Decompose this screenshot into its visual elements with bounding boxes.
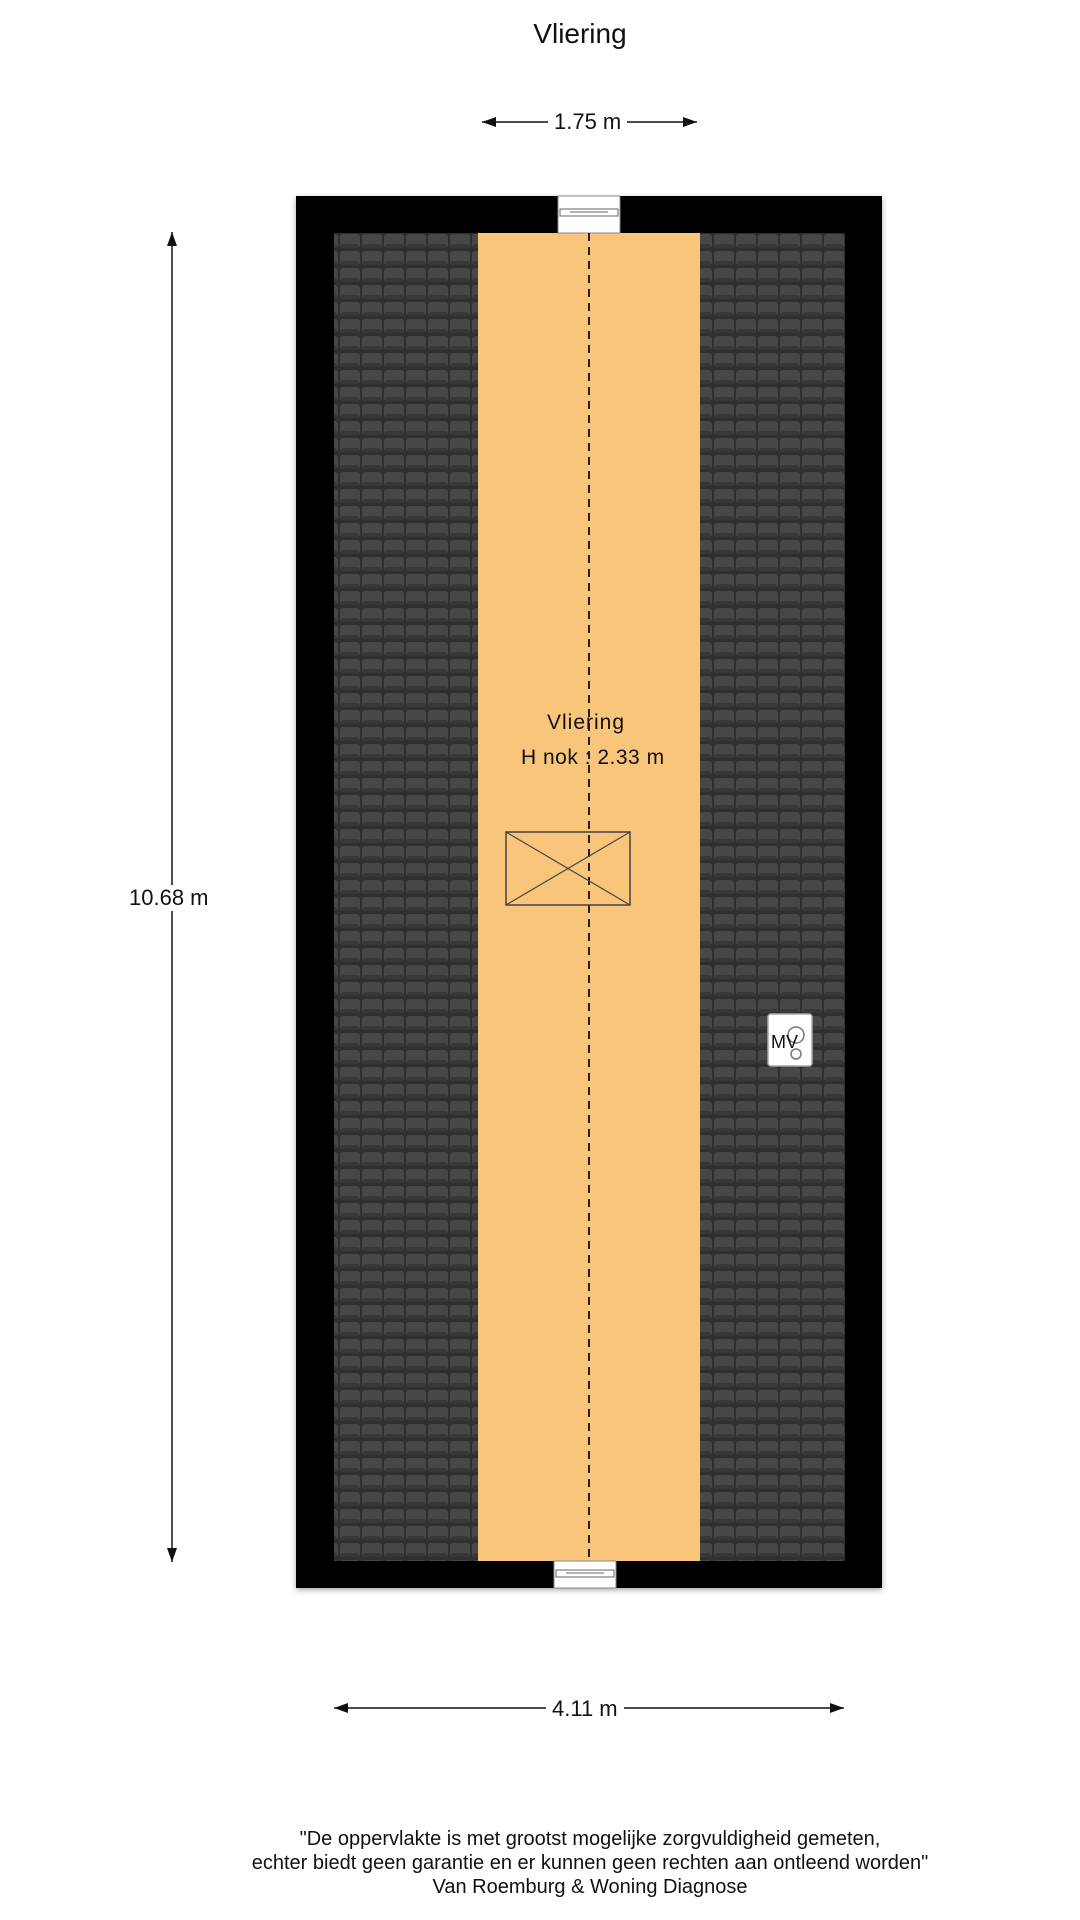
disclaimer-line-3: Van Roemburg & Woning Diagnose (432, 1876, 748, 1898)
disclaimer-line-2: echter biedt geen garantie en er kunnen geen rechten aan ontleend worden" (251, 1852, 929, 1874)
roof-tiles-left (334, 233, 478, 1561)
window-top (558, 196, 620, 233)
disclaimer (0, 1827, 1080, 1899)
ridge-height: H nok : 2.33 m (521, 746, 665, 769)
window-bottom (554, 1561, 616, 1588)
bottom-dimension-label: 4.11 m (546, 1696, 624, 1722)
height-dimension-label: 10.68 m (123, 885, 215, 911)
room-name: Vliering (547, 711, 626, 734)
page-title: Vliering (533, 18, 627, 49)
disclaimer-line-1: "De oppervlakte is met grootst mogelijke zorgvuldigheid gemeten, (299, 1828, 881, 1850)
roof-tiles-right (699, 233, 845, 1561)
top-dimension-label: 1.75 m (548, 109, 627, 135)
mv-label: MV (771, 1032, 798, 1052)
